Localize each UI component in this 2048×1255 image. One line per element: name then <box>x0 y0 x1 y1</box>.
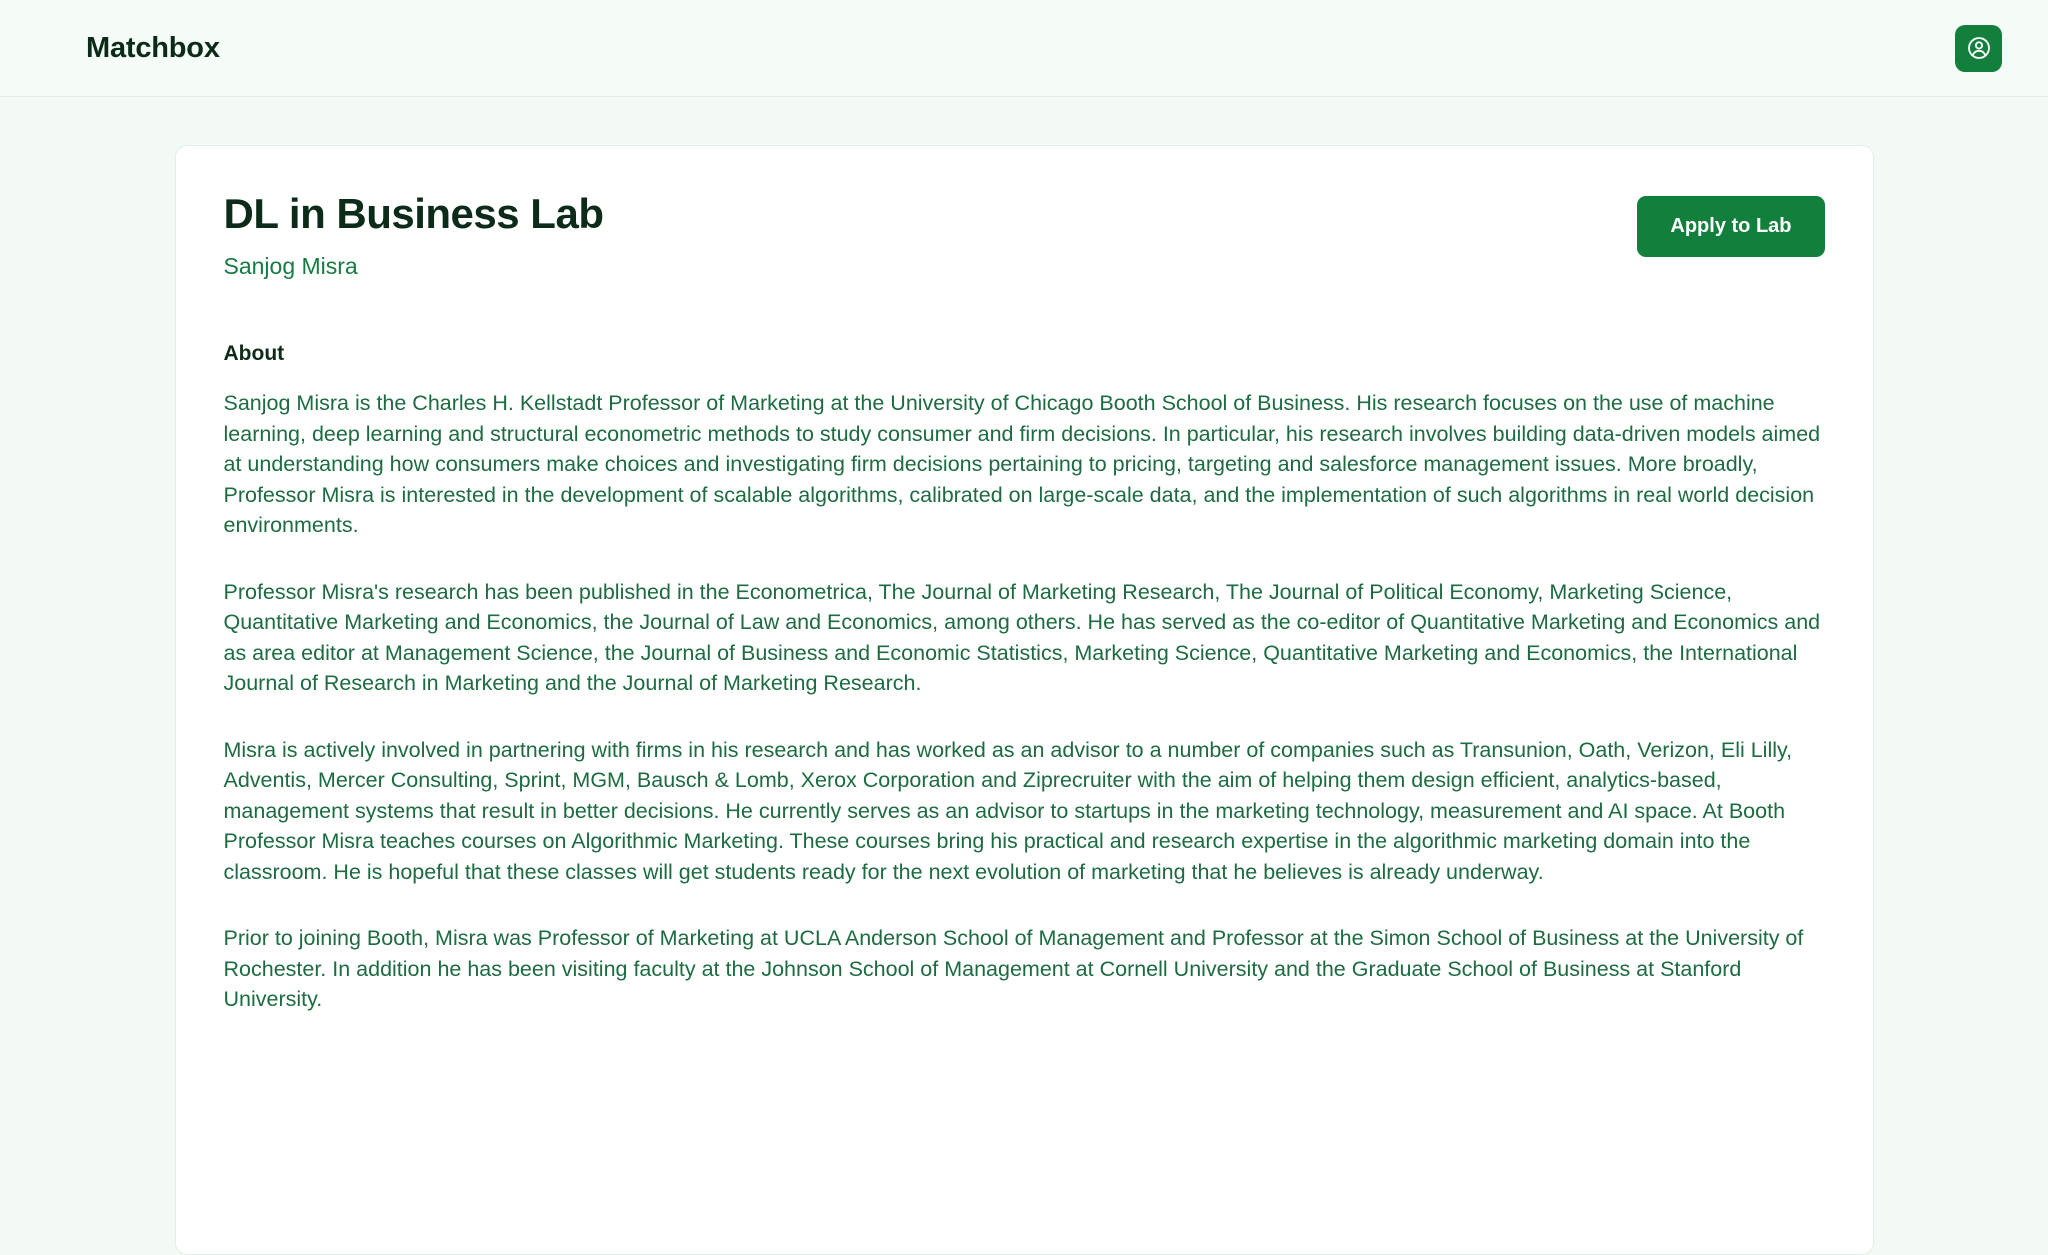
about-paragraph: Prior to joining Booth, Misra was Professor of Marketing at UCLA Anderson School of Management and Professor at the Simon School of Business at the University of Rochester. In addition he has been visiting faculty at the Johnson School of Management at Cornell University and the Graduate School of Business at Stanford University. <box>223 926 1804 1012</box>
about-section-body <box>224 388 1825 1015</box>
page-title: DL in Business Lab <box>223 190 604 237</box>
lab-card-header <box>224 190 1825 280</box>
lab-owner-name: Sanjog Misra <box>223 253 358 280</box>
about-paragraph: Misra is actively involved in partnering with firms in his research and has worked as an advisor to a number of companies such as Transunion, Oath, Verizon, Eli Lilly, Adventis, Mercer Consulting, Sprint, MGM, Bausch & Lomb, Xerox Corporation and Ziprecruiter with the aim of helping them design efficient, analytics-based, management systems that result in better decisions. He currently serves as an advisor to startups in the marketing technology, measurement and AI space. At Booth Professor Misra teaches courses on Algorithmic Marketing. These courses bring his practical and research expertise in the algorithmic marketing domain into the classroom. He is hopeful that these classes will get students ready for the next evolution of marketing that he believes is already underway. <box>223 737 1793 884</box>
lab-title-block <box>224 190 604 280</box>
apply-to-lab-button[interactable]: Apply to Lab <box>1637 196 1824 257</box>
about-section-heading: About <box>223 342 285 366</box>
user-circle-icon <box>1966 35 1992 61</box>
about-paragraph: Professor Misra's research has been published in the Econometrica, The Journal of Marketing Research, The Journal of Political Economy, Marketing Science, Quantitative Marketing and Economics, the Journal of Law and Economics, among others. He has served as the co-editor of Quantitative Marketing and Economics and as area editor at Management Science, the Journal of Business and Economic Statistics, Marketing Science, Quantitative Marketing and Economics, the International Journal of Research in Marketing and the Journal of Marketing Research. <box>223 579 1821 696</box>
account-avatar-button[interactable] <box>1955 25 2002 72</box>
lab-detail-card <box>175 145 1874 1255</box>
top-navigation-bar <box>0 0 2048 97</box>
about-paragraph: Sanjog Misra is the Charles H. Kellstadt Professor of Marketing at the University of Chicago Booth School of Business. His research focuses on the use of machine learning, deep learning and structural econometric methods to study consumer and firm decisions. In particular, his research involves building data-driven models aimed at understanding how consumers make choices and investigating firm decisions pertaining to pricing, targeting and salesforce management issues. More broadly, Professor Misra is interested in the development of scalable algorithms, calibrated on large-scale data, and the implementation of such algorithms in real world decision environments. <box>223 391 1821 538</box>
page-content-area <box>0 97 2048 1255</box>
app-brand-title: Matchbox <box>86 31 220 64</box>
